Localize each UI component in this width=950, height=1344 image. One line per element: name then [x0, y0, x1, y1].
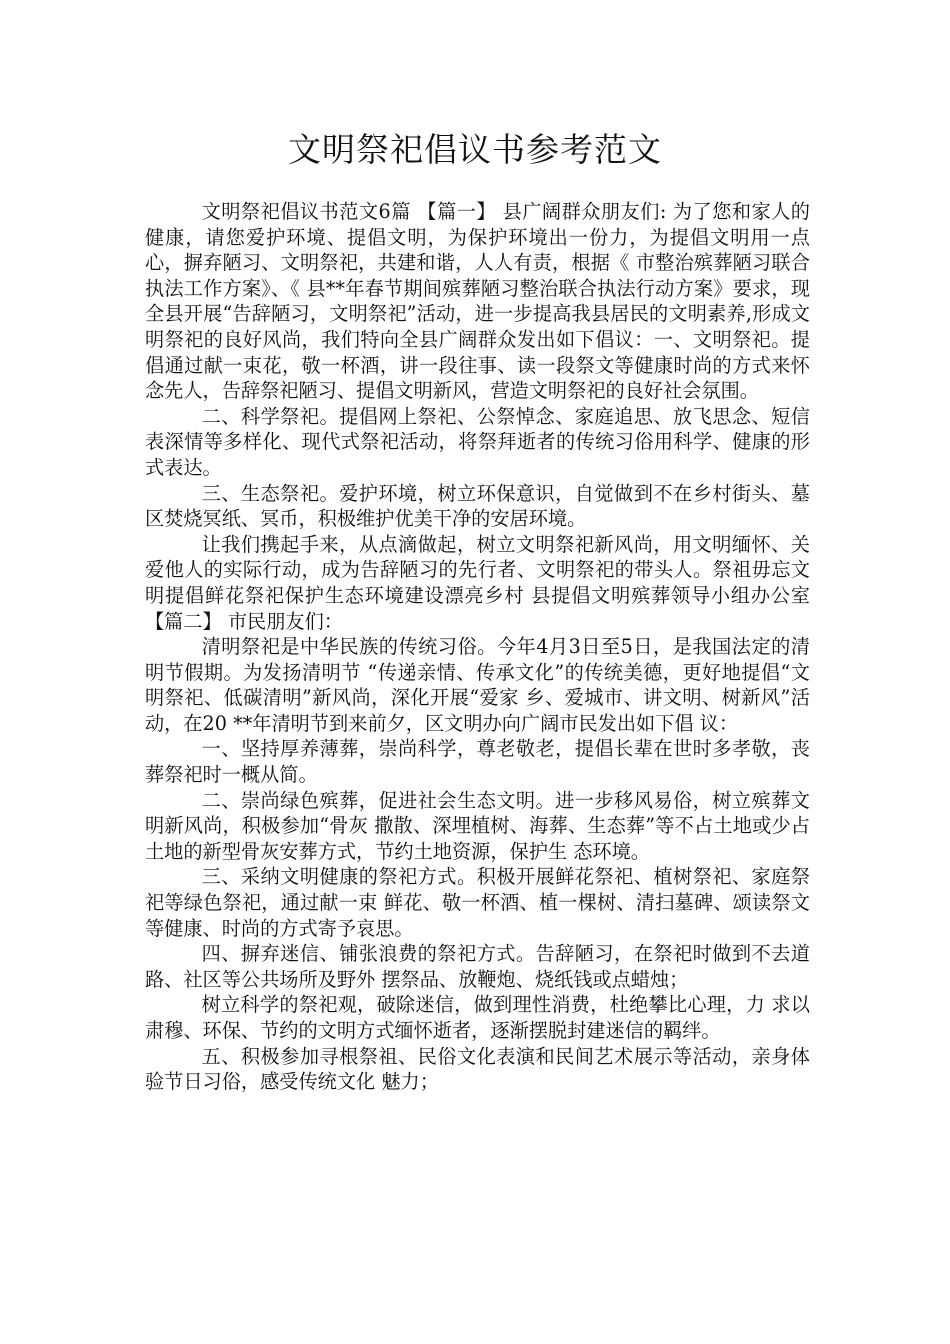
paragraph: 二、科学祭祀。提倡网上祭祀、公祭悼念、家庭追思、放飞思念、短信表深情等多样化、现代式祭祀活动，将祭拜逝者的传统习俗用科学、健康的形式表达。 [145, 404, 810, 479]
paragraph: 二、崇尚绿色殡葬，促进社会生态文明。进一步移风易俗，树立殡葬文明新风尚，积极参加“骨灰 撒散、深埋植树、海葬、生态葬”等不占土地或少占土地的新型骨灰安葬方式，节约土地资源，保护生 态环境。 [145, 788, 810, 863]
paragraph: 三、采纳文明健康的祭祀方式。积极开展鲜花祭祀、植树祭祀、家庭祭祀等绿色祭祀，通过献一束 鲜花、敬一杯酒、植一棵树、清扫墓碑、颂读祭文等健康、时尚的方式寄予哀思。 [145, 865, 810, 940]
document-body [145, 199, 810, 1095]
paragraph: 一、坚持厚养薄葬，崇尚科学，尊老敬老，提倡长辈在世时多孝敬，丧葬祭祀时一概从简。 [145, 737, 810, 787]
paragraph: 三、生态祭祀。爱护环境，树立环保意识，自觉做到不在乡村街头、墓区焚烧冥纸、冥币，积极维护优美干净的安居环境。 [145, 481, 810, 531]
paragraph: 四、摒弃迷信、铺张浪费的祭祀方式。告辞陋习，在祭祀时做到不去道路、社区等公共场所及野外 摆祭品、放鞭炮、烧纸钱或点蜡烛； [145, 942, 810, 991]
paragraph: 让我们携起手来，从点滴做起，树立文明祭祀新风尚，用文明缅怀、关爱他人的实际行动，成为告辞陋习的先行者、文明祭祀的带头人。祭祖毋忘文明提倡鲜花祭祀保护生态环境建设漂亮乡村 县提倡文明殡葬领导小组办公室 【篇二】 市民朋友们： [145, 532, 810, 633]
document-title: 文明祭祀倡议书参考范文 [288, 130, 662, 169]
paragraph: 树立科学的祭祀观，破除迷信，做到理性消费，杜绝攀比心理，力 求以肃穆、环保、节约的文明方式缅怀逝者，逐渐摆脱封建迷信的羁绊。 [145, 993, 810, 1042]
paragraph: 五、积极参加寻根祭祖、民俗文化表演和民间艺术展示等活动，亲身体验节日习俗，感受传统文化 魅力； [145, 1044, 810, 1094]
paragraph: 清明祭祀是中华民族的传统习俗。今年4月3日至5日，是我国法定的清明节假期。为发扬清明节 “传递亲情、传承文化”的传统美德，更好地提倡“文明祭祀、低碳清明”新风尚，深化开展“爱家 乡、爱城市、讲文明、树新风”活动，在20 **年清明节到来前夕，区文明办向广阔市民发出如下倡 议： [145, 635, 810, 735]
paragraph: 文明祭祀倡议书范文6篇 【篇一】 县广阔群众朋友们: 为了您和家人的健康，请您爱护环境、提倡文明，为保护环境出一份力，为提倡文明用一点心，摒弃陋习、文明祭祀，共建和谐，人人有责，根据《 市整治殡葬陋习联合执法工作方案》、《 县**年春节期间殡葬陋习整治联合执法行动方案》要求，现全县开展“告辞陋习，文明祭祀”活动，进一步提高我县居民的文明素养,形成文明祭祀的良好风尚，我们特向全县广阔群众发出如下倡议：一、文明祭祀。提倡通过献一束花，敬一杯酒，讲一段往事、读一段祭文等健康时尚的方式来怀念先人，告辞祭祀陋习、提倡文明新风，营造文明祭祀的良好社会氛围。 [145, 200, 810, 403]
